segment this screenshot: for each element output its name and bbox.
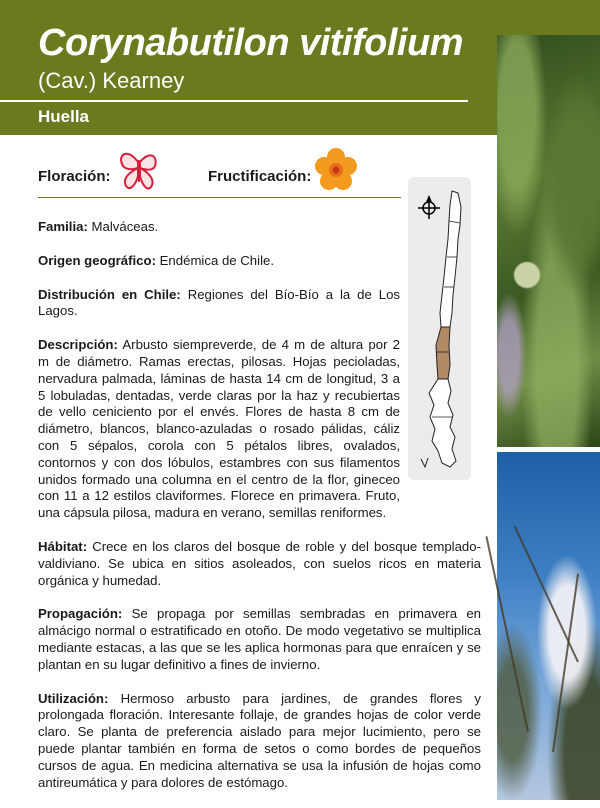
butterfly-icon bbox=[118, 148, 160, 194]
phenology-divider bbox=[38, 197, 401, 198]
habitat-text: Crece en los claros del bosque de roble y del bosque templado-valdiviano. Se ubica en sitios asoleados, con suelos ricos en materia orgánica y humedad. bbox=[38, 538, 481, 588]
species-author: (Cav.) Kearney bbox=[38, 68, 185, 93]
description-label: Descripción: bbox=[38, 337, 118, 353]
uses-paragraph bbox=[38, 691, 481, 792]
flower-icon bbox=[314, 148, 358, 192]
family-label: Familia: bbox=[38, 219, 88, 234]
distribution-paragraph bbox=[38, 287, 400, 321]
origin-paragraph bbox=[38, 253, 400, 270]
uses-label: Utilización: bbox=[38, 690, 109, 706]
distribution-label: Distribución en Chile: bbox=[38, 286, 181, 302]
section-title: Huella bbox=[38, 107, 90, 126]
distribution-text: Regiones del Bío-Bío a la de Los Lagos. bbox=[38, 286, 401, 319]
propagation-text: Se propaga por semillas sembradas en primavera en almácigo normal o estratificado en otoño. De modo vegetativo se multiplica mediante estacas, a las que se les aplica hormonas para que enraícen y se plantan en su lugar definitivo a fines de invierno. bbox=[38, 606, 481, 672]
plant-photo-leaves bbox=[497, 35, 600, 447]
species-title: Corynabutilon vitifolium bbox=[38, 22, 463, 64]
description-text: Arbusto siempreverde, de 4 m de altura por 2 m de diámetro. Ramas erectas, pilosas. Hojas pecioladas, nervadura palmada, láminas de hasta 14 cm de longitud, 3 a 5 lobuladas, dentadas, verde claras por la haz y recubiertas de vello ceniciento por el envés. Flores de hasta 8 cm de diámetro, blancos, blanco-azuladas o rosado pálidas, cáliz con 5 sépalos, corola con 5 pétalos libres, ovalados, contornos y con dos lóbulos, estambres con sus filamentos unidos formado una columna en el centro de la flor, gineceo con 11 a 12 estilos claviformes. Florece en primavera. Fruto, una cápsula pilosa, madura en verano, semillas reniformes. bbox=[38, 337, 401, 521]
origin-label: Origen geográfico: bbox=[38, 252, 156, 268]
plant-photo-sky bbox=[497, 452, 600, 800]
family-text: Malváceas. bbox=[91, 219, 159, 234]
uses-text: Hermoso arbusto para jardines, de grandes flores y prolongada floración. Interesante follaje, de grandes hojas de color verde claro. Se planta de preferencia aislado para mejor lucimiento, pero se puede plantar también en forma de setos o como bordes de pequeños cursos de agua. En medicina alternativa se usa la infusión de hojas como antireumática y para dolores de estómago. bbox=[38, 690, 481, 790]
species-description bbox=[38, 219, 481, 808]
description-paragraph bbox=[38, 337, 400, 522]
compass-icon bbox=[418, 195, 440, 219]
propagation-label: Propagación: bbox=[38, 606, 123, 622]
habitat-label: Hábitat: bbox=[38, 538, 88, 554]
header-divider bbox=[0, 100, 468, 102]
habitat-paragraph bbox=[38, 539, 481, 589]
flowering-label: Floración: bbox=[38, 168, 111, 185]
family-paragraph bbox=[38, 219, 400, 236]
propagation-paragraph bbox=[38, 606, 481, 673]
origin-text: Endémica de Chile. bbox=[159, 252, 274, 268]
fruiting-label: Fructificación: bbox=[208, 168, 312, 185]
